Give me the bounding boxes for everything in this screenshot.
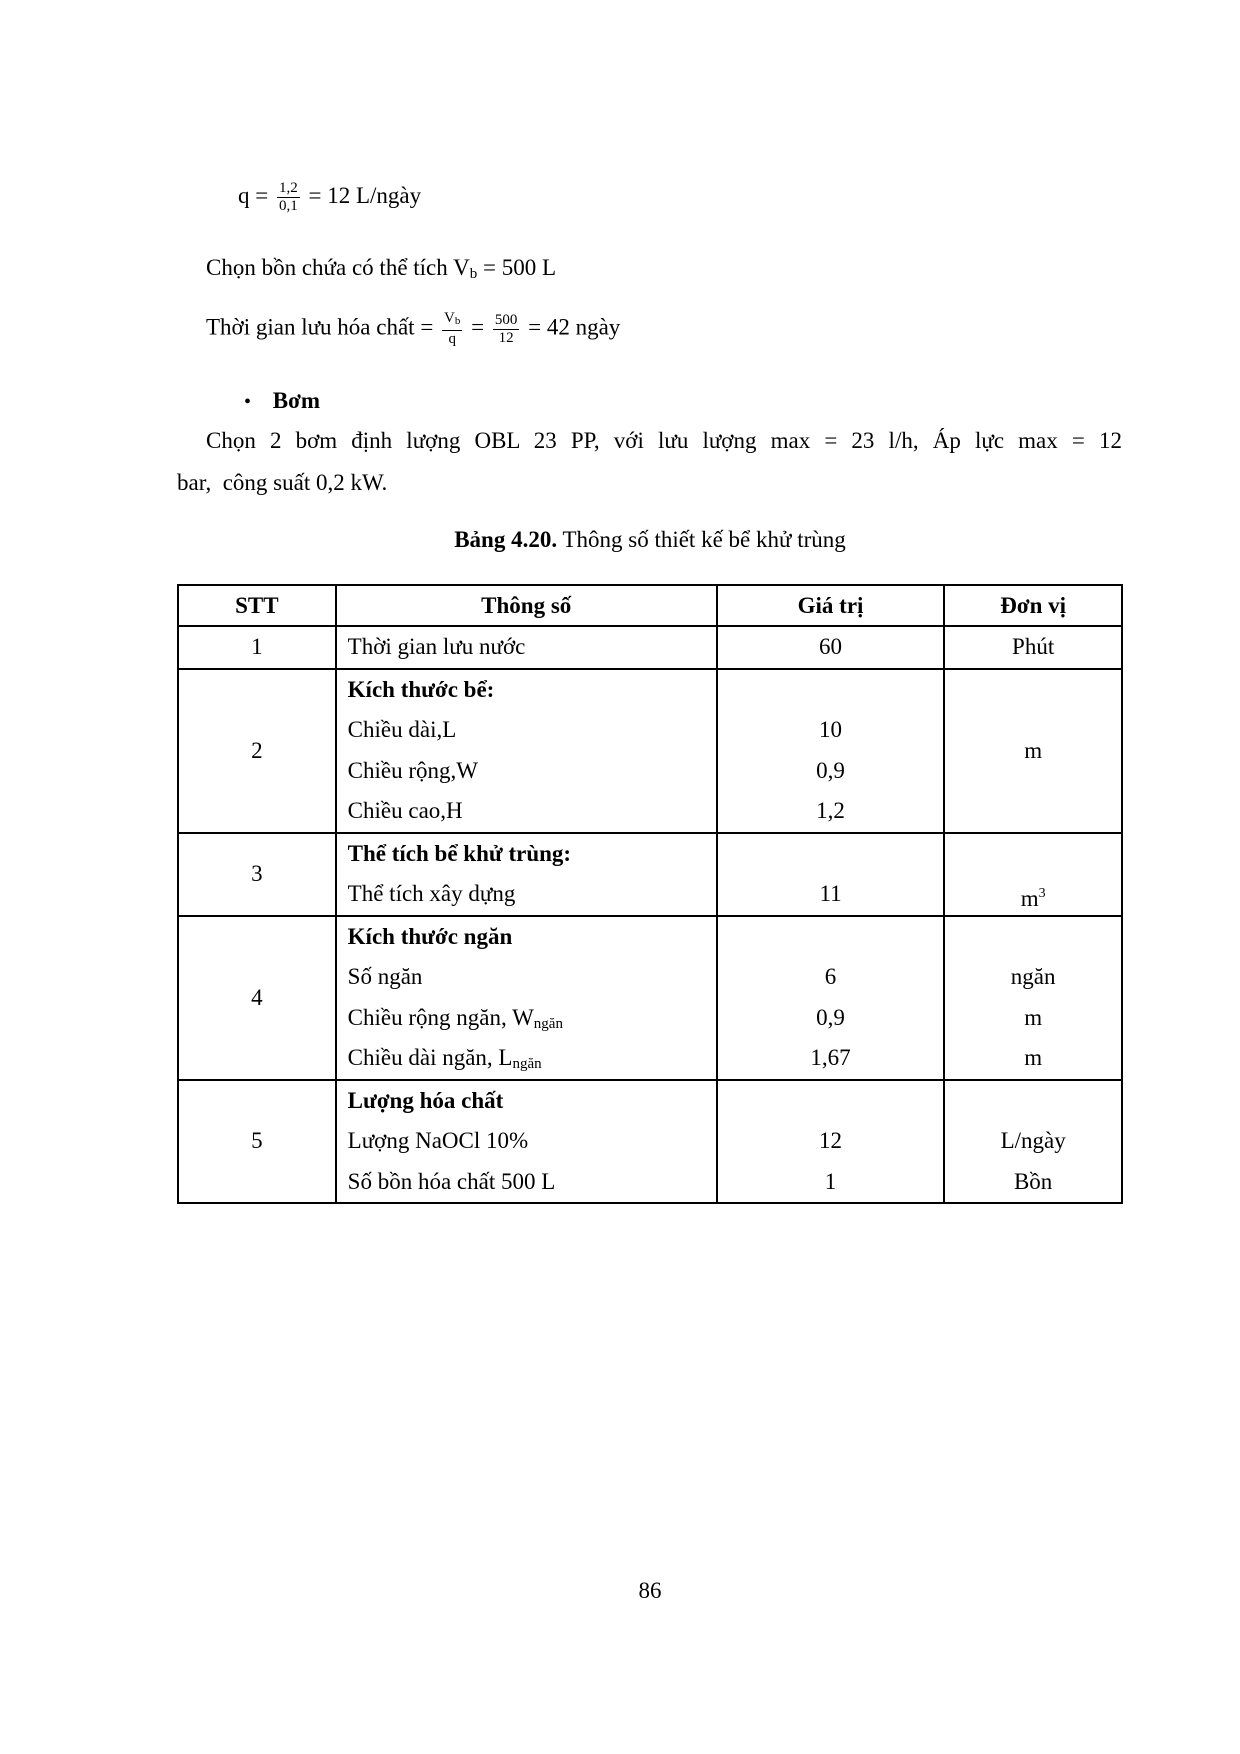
fraction-denominator: q	[448, 331, 456, 347]
group-title: Lượng hóa chất	[347, 1087, 504, 1113]
cell-parameter: Thể tích xây dựng	[347, 881, 516, 906]
bullet-icon: •	[244, 391, 252, 413]
cell-parameter: Lượng NaOCl 10%	[347, 1128, 529, 1153]
design-parameters-table	[177, 584, 1123, 1204]
cell-value: 12	[819, 1128, 843, 1153]
header-unit: Đơn vị	[944, 585, 1122, 626]
fraction-denominator: 0,1	[278, 198, 298, 214]
cell-parameter	[337, 998, 716, 1039]
pump-heading	[244, 388, 320, 414]
numerator-v: V	[444, 310, 455, 326]
fraction-numerator: 500	[494, 311, 518, 328]
pump-paragraph-line2: bar, công suất 0,2 kW.	[177, 470, 388, 495]
formula-q	[238, 180, 421, 215]
group-title: Kích thước ngăn	[347, 923, 513, 949]
subscript: b	[469, 266, 478, 282]
cell-unit: m	[944, 669, 1122, 833]
param-text: Chiều rộng ngăn, W	[347, 1004, 534, 1030]
fraction	[442, 310, 462, 348]
formula-q-rhs: = 12 L/ngày	[308, 182, 422, 208]
tank-selection-line	[206, 255, 556, 283]
cell-value: 0,9	[816, 1004, 845, 1030]
cell-unit: m	[1024, 1004, 1043, 1030]
fraction-denominator: 12	[498, 329, 514, 346]
subscript: ngăn	[512, 1056, 542, 1072]
cell-value: 10	[819, 717, 843, 742]
table-row	[178, 833, 1122, 916]
cell-stt: 2	[178, 669, 336, 833]
group-title: Kích thước bể:	[347, 676, 495, 702]
cell-parameter: Thời gian lưu nước	[347, 634, 526, 659]
cell-parameter	[337, 1038, 716, 1079]
storage-text: Thời gian lưu hóa chất =	[206, 314, 434, 340]
cell-stt: 3	[178, 833, 336, 916]
cell-stt: 5	[178, 1080, 336, 1204]
cell-parameter: Chiều dài,L	[347, 717, 457, 742]
table-caption	[0, 527, 1240, 553]
cell-value: 0,9	[816, 757, 845, 783]
cell-unit: L/ngày	[1000, 1128, 1066, 1153]
header-value: Giá trị	[717, 585, 944, 626]
cell-unit: m	[1024, 1045, 1043, 1070]
unit-base: m	[1020, 886, 1039, 911]
table-row	[178, 669, 1122, 833]
formula-q-lhs: q =	[238, 182, 269, 208]
fraction-numerator: 1,2	[278, 180, 298, 196]
cell-parameter: Chiều rộng,W	[347, 757, 478, 783]
fraction	[493, 312, 520, 347]
cell-stt: 4	[178, 916, 336, 1080]
table-row	[178, 626, 1122, 669]
storage-result: = 42 ngày	[528, 314, 621, 340]
caption-label: Bảng 4.20.	[454, 527, 558, 552]
cell-unit: ngăn	[1010, 964, 1056, 989]
cell-parameter: Số ngăn	[347, 964, 423, 989]
group-title: Thể tích bể khử trùng:	[347, 840, 572, 866]
header-parameter: Thông số	[336, 585, 717, 626]
cell-unit	[945, 874, 1121, 915]
superscript: 3	[1038, 886, 1046, 901]
table-row	[178, 916, 1122, 1080]
cell-unit: Bồn	[1013, 1168, 1053, 1194]
cell-value: 1,67	[810, 1045, 851, 1070]
tank-text-after: = 500 L	[477, 255, 556, 280]
equals-sign: =	[471, 314, 485, 340]
param-text: Chiều dài ngăn, L	[347, 1045, 513, 1070]
fraction-numerator	[442, 310, 462, 331]
cell-value: 6	[824, 964, 837, 989]
tank-text: Chọn bồn chứa có thể tích V	[206, 255, 470, 280]
cell-value: 60	[819, 634, 843, 659]
cell-stt: 1	[178, 626, 336, 669]
pump-paragraph-line1: Chọn 2 bơm định lượng OBL 23 PP, với lưu lượng max = 23 l/h, Áp lực max = 12	[206, 428, 1122, 453]
table-row	[178, 1080, 1122, 1204]
cell-value: 11	[819, 881, 842, 906]
subscript: b	[454, 315, 461, 327]
cell-value: 1,2	[816, 798, 845, 823]
fraction	[277, 180, 300, 215]
cell-parameter: Số bồn hóa chất 500 L	[347, 1168, 556, 1194]
subscript: ngăn	[533, 1015, 563, 1032]
header-stt: STT	[178, 585, 336, 626]
cell-value: 1	[824, 1168, 837, 1194]
page-number: 86	[638, 1578, 662, 1603]
cell-unit: Phút	[1012, 634, 1055, 659]
table-header-row	[178, 585, 1122, 626]
section-heading: Bơm	[272, 388, 321, 413]
cell-parameter: Chiều cao,H	[347, 798, 463, 823]
storage-time-line	[206, 310, 620, 348]
caption-text: Thông số thiết kế bể khử trùng	[557, 527, 846, 552]
